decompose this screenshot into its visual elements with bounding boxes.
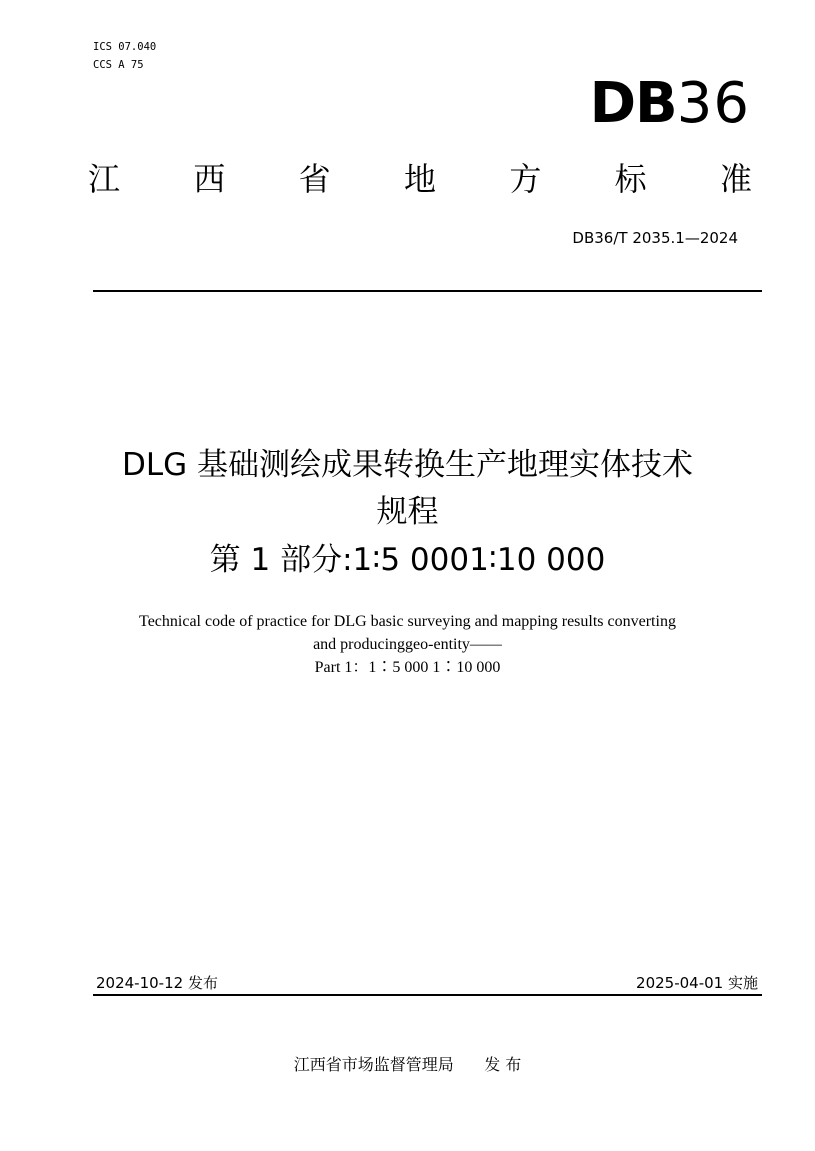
ics-code: ICS 07.040 (93, 41, 157, 53)
title-en-line-1: Technical code of practice for DLG basic surveying and mapping results converting (139, 613, 676, 630)
heading-char: 西 (193, 160, 226, 198)
heading-char: 准 (719, 160, 752, 198)
publish-date: 2024-10-12 发布 (96, 974, 218, 992)
bottom-divider (93, 994, 762, 996)
heading-char: 省 (298, 160, 331, 198)
implement-date: 2025-04-01 实施 (636, 974, 758, 992)
ccs-code: CCS A 75 (93, 59, 144, 71)
heading-char: 地 (403, 160, 436, 198)
standard-type-heading (88, 157, 752, 201)
title-en-line-3: Part 1：1∶5 000 1∶10 000 (314, 659, 501, 676)
heading-char: 江 (88, 160, 121, 198)
title-en-line-2: and producinggeo-entity—— (313, 636, 502, 653)
issuing-authority: 江西省市场监督管理局 发 布 (293, 1055, 522, 1074)
document-number: DB36/T 2035.1—2024 (572, 229, 738, 247)
title-cn-line-2: 规程 (376, 494, 439, 530)
standard-code (560, 72, 750, 136)
title-cn-line-1: DLG 基础测绘成果转换生产地理实体技术 (121, 447, 694, 483)
heading-char: 标 (614, 160, 647, 198)
standard-code-number: 36 (676, 71, 750, 136)
standard-code-prefix: DB (589, 71, 677, 136)
top-divider (93, 290, 762, 292)
heading-char: 方 (509, 160, 542, 198)
title-cn-line-3: 第 1 部分:1∶5 0001∶10 000 (209, 542, 606, 578)
